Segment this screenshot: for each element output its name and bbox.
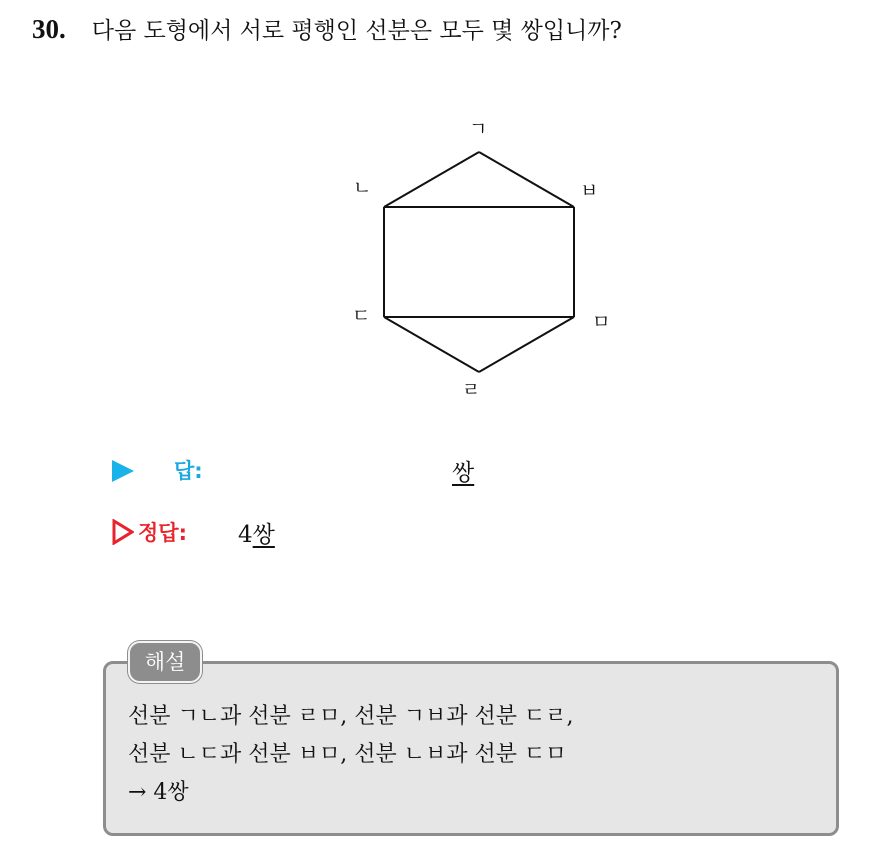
outline-play-icon (112, 519, 134, 545)
explanation-line: → 4쌍 (128, 780, 189, 805)
segment-g-n (384, 152, 479, 207)
vertex-label-g: ㄱ (469, 118, 488, 140)
segment-d-r (384, 317, 479, 372)
explanation-text (128, 698, 573, 812)
correct-answer-unit: 쌍 (252, 522, 275, 548)
vertex-label-r: ㄹ (462, 379, 481, 401)
hexagon-figure (0, 0, 884, 420)
question-text: 다음 도형에서 서로 평행인 선분은 모두 몇 쌍입니까? (91, 18, 622, 44)
correct-answer-value (238, 516, 275, 549)
explanation-tab: 해설 (128, 641, 202, 683)
correct-answer-label: 정답: (138, 521, 187, 545)
answer-row (112, 455, 632, 485)
answer-blank-unit[interactable]: 쌍 (452, 460, 475, 486)
segment-m-r (479, 317, 574, 372)
vertex-label-m: ㅁ (592, 311, 611, 333)
vertex-label-n: ㄴ (353, 177, 372, 199)
explanation-line: 선분 ㄴㄷ과 선분 ㅂㅁ, 선분 ㄴㅂ과 선분 ㄷㅁ (128, 742, 567, 767)
correct-answer-row (112, 517, 512, 547)
question-number: 30. (32, 14, 66, 44)
vertex-label-b: ㅂ (580, 180, 599, 202)
segment-g-b (479, 152, 574, 207)
explanation-line: 선분 ㄱㄴ과 선분 ㄹㅁ, 선분 ㄱㅂ과 선분 ㄷㄹ, (128, 704, 574, 729)
play-icon (112, 460, 134, 482)
answer-label: 답: (174, 459, 203, 483)
explanation-box (103, 661, 839, 836)
correct-answer-number: 4 (238, 522, 253, 548)
vertex-label-d: ㄷ (352, 305, 371, 327)
